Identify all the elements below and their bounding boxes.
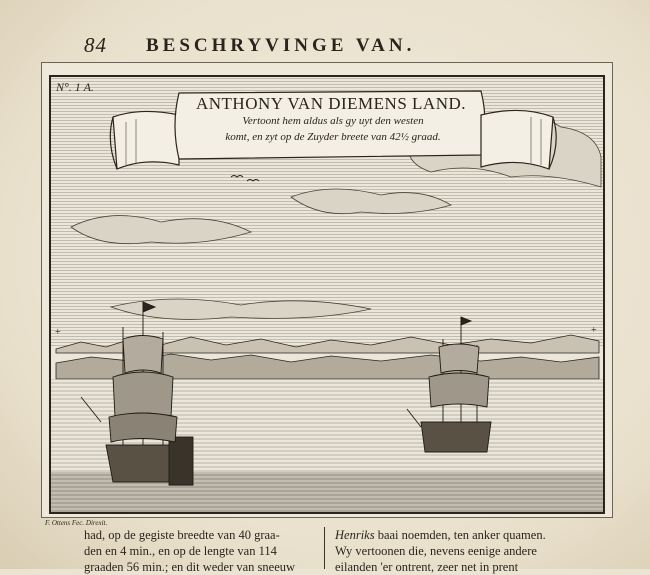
body-line-italic: Henriks — [335, 528, 375, 542]
plate-caption-line-2: komt, en zyt op de Zuyder breete van 42½ graad. — [225, 131, 441, 143]
body-line — [335, 527, 546, 543]
body-text-left-column — [84, 527, 295, 575]
running-title: BESCHRYVINGE VAN. — [146, 35, 416, 56]
horizon-mark-left: + — [55, 327, 61, 338]
page-number: 84 — [84, 33, 107, 57]
body-line: graaden 56 min.; en dit weder van sneeuw — [84, 560, 296, 574]
body-line: den en 4 min., en op de lengte van 114 — [84, 544, 277, 558]
body-line-rest: eilanden 'er ontrent, zeer net in prent — [335, 560, 519, 574]
plate-number: N°. 1 A. — [56, 80, 94, 94]
body-text-right-column — [335, 527, 546, 575]
body-line — [335, 543, 546, 559]
body-line — [335, 559, 546, 575]
body-line-rest: baai noemden, ten anker quamen. — [374, 528, 546, 542]
body-line: had, op de gegiste breedte van 40 graa- — [84, 528, 280, 542]
horizon-mark-right: + — [591, 325, 597, 336]
plate-caption-line-1: Vertoont hem aldus als gy uyt den westen — [242, 115, 424, 127]
plate-title: ANTHONY VAN DIEMENS LAND. — [195, 94, 466, 113]
column-divider — [324, 527, 325, 569]
body-line-rest: Wy vertoonen die, nevens eenige andere — [335, 544, 537, 558]
engraver-credit: F. Ottens Fec. Direxit. — [45, 519, 108, 527]
